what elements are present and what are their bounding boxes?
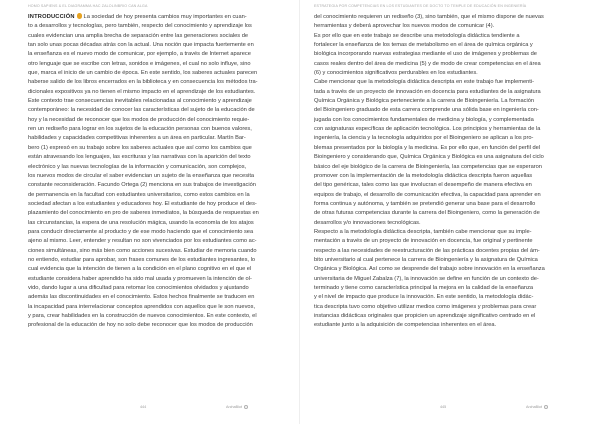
- text-line: y para, crear habilidades en la construcción de nuevos conocimientos. En este contexto, el: [28, 313, 257, 319]
- text-line: estudiante considera haber aprendido ha sido mal usada y promueven la intención de ol-: [28, 275, 252, 282]
- text-line: ren un rediseño para lograr en los sujetos de la educación personas con buenos valores,: [28, 126, 252, 133]
- text-line: plazamiento del conocimiento en pro de saberes inmediatos, la búsqueda de respuestas en: [28, 210, 259, 217]
- text-line: haberse salido de los libros encerrados en la biblioteca y en consecuencia los métodos tra-: [28, 79, 258, 86]
- text-line: instancias didácticas originales que propicien un aprendizaje significativo centrado en el: [314, 313, 536, 319]
- text-line: Orgánica y Biológica. Así como se desprende del trabajo sobre innovación en la enseñanza: [314, 266, 545, 273]
- text-line: casos reales dentro del área de medicina (5) y de modo de crear competencias en el área: [314, 60, 541, 67]
- publisher-logo-icon: [244, 405, 248, 409]
- text-line: ciones simultáneas, sino más bien como acciones sucesivas. Estudiar de memoria cuando: [28, 247, 257, 254]
- text-line: Respecto a la metodología didáctica descripta, también cabe mencionar que su imple-: [314, 228, 532, 235]
- right-brand-text: ArchaBiot: [526, 405, 542, 409]
- text-line: la incapacidad para interrelacionar conceptos aprendidos con aquellos que le son nuevos,: [28, 303, 256, 310]
- text-line: mentación a través de un proyecto de innovación en docencia, fue original y pertinente: [314, 238, 533, 245]
- text-line: desarrollos y/o innovaciones tecnológicas.: [314, 219, 421, 226]
- orcid-icon[interactable]: [77, 13, 82, 18]
- text-line: forma continua y autónoma, y también se pretendió generar una base para el desarrollo: [314, 200, 536, 207]
- text-line: tan solo unas pocas décadas atrás con la actual. Una noción que impacta fuertemente en: [28, 42, 254, 49]
- text-line: hoy y la necesidad de reconocer que los modos de producción del conocimiento requie-: [28, 116, 250, 123]
- first-line: [28, 13, 288, 22]
- text-line: fortalecer la enseñanza de los temas de metabolismo en el área de química orgánica y: [314, 42, 533, 49]
- text-line: la enseñanza es el nuevo modo de comunicar, por ejemplo, a través de Internet aparece: [28, 51, 251, 58]
- text-line: Bioingeniero y considerando que, Química Orgánica y Biológica es una asignatura del ciclo: [314, 154, 544, 161]
- text-line: promover con la implementación de la metodología didáctica descripta fueron aquellas: [314, 172, 533, 179]
- text-line: bero (1) expresó en su trabajo sobre los saberes actuales que así como los cambios que: [28, 144, 252, 151]
- text-line: Este contexto trae consecuencias inevitables relacionadas al conocimiento y aprendizaje: [28, 98, 252, 105]
- text-line: biológica incorporando nuevas estrategias mediante el uso de imágenes y problemas de: [314, 51, 537, 58]
- text-line: (6) y conocimientos significativos perdurables en los estudiantes.: [314, 70, 478, 77]
- text-line: terminado y tiene como característica principal la mejora en la calidad de la enseñanza: [314, 284, 534, 291]
- text-line: de otras futuras competencias durante la carrera del Bioingeniero, como la generación de: [314, 210, 540, 217]
- text-line: no entiendo, estudiar para aprobar, son frases comunes de los estudiantes ingresantes, lo: [28, 256, 256, 263]
- text-line: tica descripta tuvo como objetivo utilizar medios como imágenes y problemas para crear: [314, 303, 537, 310]
- text-line: sociedad afectan a los estudiantes y educadores hoy. El estudiante de hoy produce el des-: [28, 200, 257, 207]
- text-line: constante reconsideración. Facundo Ortega (2) menciona en sus trabajos de investigación: [28, 182, 256, 189]
- text-line: para conducir directamente al producto y de ese modo haciendo que el conocimiento sea: [28, 228, 254, 235]
- text-line: además las discontinuidades en el conocimiento. Estos hechos finalmente se traducen en: [28, 294, 255, 301]
- text-line: otro lenguaje que se escribe con letras, sonidos e imágenes, el cual no solo influye, sino: [28, 60, 251, 67]
- text-line: bito universitario al cual pertenece la carrera de Bioingeniería y la asignatura de Química: [314, 256, 538, 263]
- text-line: cuales evidencian una amplia brecha de separación entre las generaciones sociales de: [28, 32, 249, 39]
- right-brand: [526, 405, 548, 409]
- text-line: de permanencia en la facultad con estudiantes universitarios, como estos cambios en la: [28, 191, 250, 198]
- text-line: del Bioingeniero graduado de esta carrera comprende una sólida base en ingeniería con-: [314, 107, 539, 114]
- text-line: tada a través de un proyecto de innovación en docencia para estudiantes de la asignatura: [314, 88, 541, 95]
- text-line: básico del eje biológico de la carrera de Bioingeniería, las competencias que se esperaron: [314, 163, 542, 170]
- text-line: universitaria de Miguel Zabalza (7), la innovación se define en función de un contexto de-: [314, 275, 539, 282]
- text-line: están atravesando los lenguajes, las escrituras y las narrativas con la aparición del texto: [28, 154, 251, 161]
- text-line: Química Orgánica y Biológica perteneciente a la carrera de Bioingeniería. La formación: [314, 98, 535, 105]
- text-line: del tipo genéricas, tales como las que involucran el desempeño de manera efectiva en: [314, 182, 532, 189]
- section-heading: INTRODUCCIÓN: [28, 14, 75, 20]
- text-line: los nuevos modos de circular el saber evidencian un sujeto de la enseñanza que necesita: [28, 172, 255, 179]
- text-line: contemporáneo: la necesidad de conocer las características del sujeto de la educación de: [28, 107, 255, 114]
- text-line: profesional de la educación de hoy no solo debe reconocer que los modos de producción: [28, 322, 253, 329]
- left-brand-text: ArchaBiot: [226, 405, 242, 409]
- text-line: ingeniería, la ciencia y la tecnología adquiridos por el Bioingeniero se aplican a los pro-: [314, 135, 534, 142]
- text-line: con asignaturas específicas de aplicación tecnológica. Los principios y herramientas de la: [314, 126, 541, 133]
- right-page-number: 445: [440, 405, 447, 409]
- text-line: y el nivel de impacto que produce la innovación. En este sentido, la metodología didác-: [314, 294, 534, 301]
- text-line: equipos de trabajo, el desarrollo de comunicación efectiva, la capacidad para aprender en: [314, 191, 541, 198]
- publisher-logo-icon: [544, 405, 548, 409]
- right-body-text: [314, 13, 575, 331]
- text-line: jugada con los conocimientos fundamentales de medicina y biología, y complementada: [314, 116, 534, 123]
- text-line: cual evidencia que la intención de tienen a la condición en el plano cognitivo en el que el: [28, 266, 252, 273]
- text-line: estudiante junto a la adquisición de competencias inherentes en el área.: [314, 322, 497, 329]
- text-line: electrónico y las nuevas tecnologías de la información y comunicación, son complejos,: [28, 163, 247, 170]
- text-line: del conocimiento requieren un rediseño (3), sino también, que el mismo dispone de nuevas: [314, 14, 544, 20]
- text-line: Es por ello que en este trabajo se describe una metodología didáctica tendiente a: [314, 32, 520, 39]
- text-line: Cabe mencionar que la metodología didáctica descripta en este trabajo fue implementi-: [314, 79, 535, 86]
- text-line: que, marca el inicio de un cambio de época. En este sentido, los saberes actuales parecen: [28, 70, 258, 77]
- first-line-text: La sociedad de hoy presenta cambios muy importantes en cuan-: [83, 14, 247, 20]
- text-line: vido, dando lugar a una dificultad para retomar los conocimientos olvidados y ajustando: [28, 284, 249, 291]
- text-line: dicionales expositivos ya no tienen el mismo impacto en el aprendizaje de los estudiantes.: [28, 88, 256, 95]
- text-line: ajeno al mismo. Leer, entender y resultan no son vivenciados por los estudiantes como ac-: [28, 238, 257, 245]
- left-page-number: 444: [140, 405, 147, 409]
- left-brand: [226, 405, 248, 409]
- text-line: herramientas y deberá aprovechar los nuevos modos de comunicar (4).: [314, 23, 495, 30]
- left-body-text: [28, 13, 288, 331]
- text-line: to a desarrollos y tecnologías, pero también, respecto del conocimiento y aprendizaje los: [28, 23, 252, 30]
- left-running-head: HOMO SAPIENS & EL DIAGRAMMA HAC ZALOLINBRIO CAN ALGA: [28, 4, 148, 8]
- text-line: habilidades y capacidades competitivas inherentes a un área en particular. Martín Bar-: [28, 135, 246, 142]
- right-running-head: ESTRATEGIA POR COMPETENCIAS EN LOS ESTUDIANTES DE DOCTO TO TEMPLE DE EDUCACIÓN EN INGENIERÍA: [314, 4, 527, 8]
- text-line: las circunstancias, la espera de una resolución mágica, usando la economía de los atajos: [28, 219, 254, 226]
- right-page: [300, 0, 600, 424]
- text-line: respecto a las necesidades de reestructuración de las prácticas docentes propias del ám-: [314, 247, 540, 254]
- text-line: blemas presentados por la biología y la medicina. Es por ello que, en función del perfil del: [314, 144, 541, 151]
